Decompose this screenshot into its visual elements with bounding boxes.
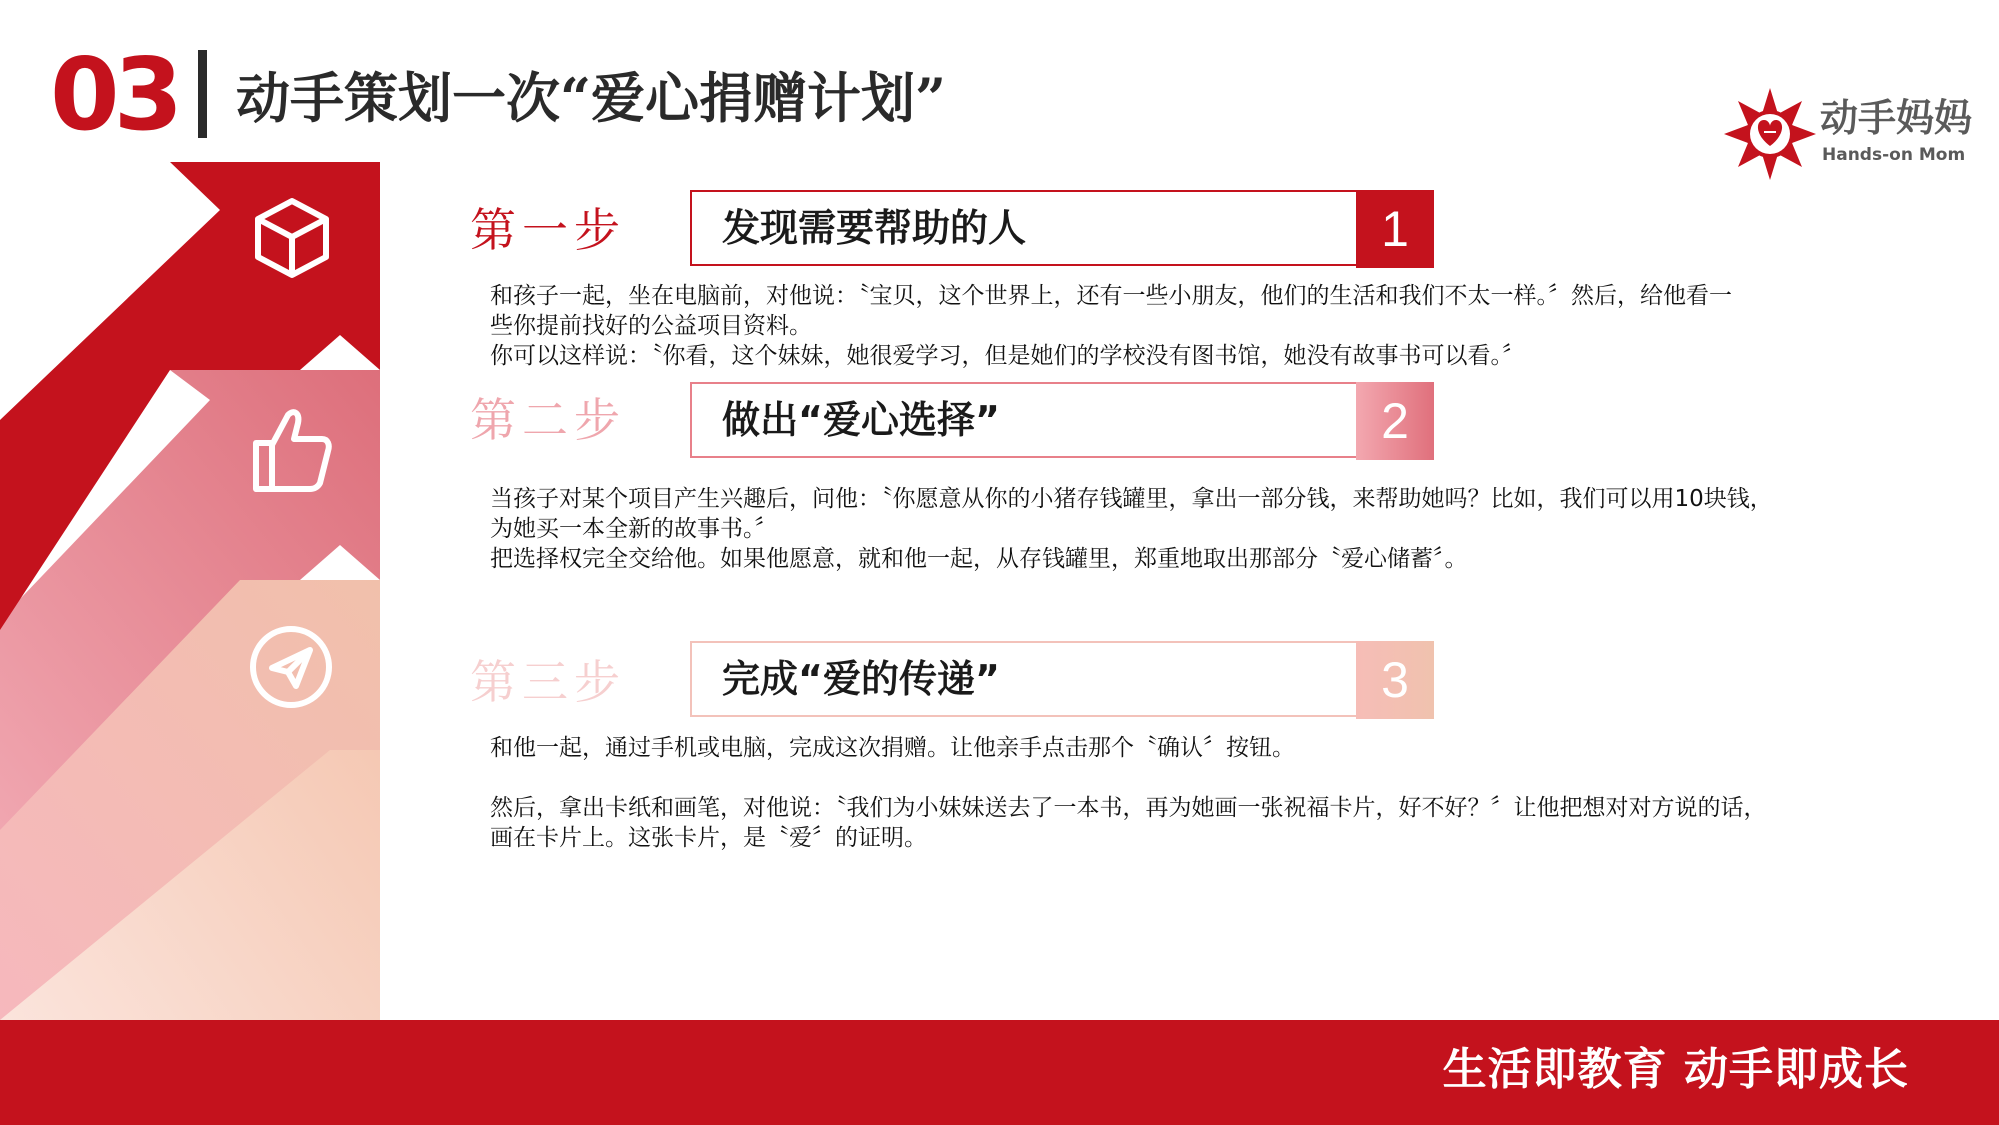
step-1-label: 第一步 bbox=[470, 203, 626, 257]
step-2-line: 当孩子对某个项目产生兴趣后，问他：〝你愿意从你的小猪存钱罐里，拿出一部分钱，来帮助她吗？比如，我们可以用10块钱， bbox=[490, 486, 1773, 512]
step-3-line: 和他一起，通过手机或电脑，完成这次捐赠。让他亲手点击那个〝确认〞按钮。 bbox=[490, 735, 1295, 761]
step-1-line: 些你提前找好的公益项目资料。 bbox=[490, 313, 812, 339]
step-3-label: 第三步 bbox=[470, 655, 626, 709]
step-1-description bbox=[490, 281, 1732, 371]
step-3-title: 完成“爱的传递” bbox=[722, 657, 1000, 701]
step-1-line: 和孩子一起，坐在电脑前，对他说：〝宝贝，这个世界上，还有一些小朋友，他们的生活和我们不太一样。〞然后，给他看一 bbox=[490, 283, 1732, 309]
step-2-label: 第二步 bbox=[470, 393, 626, 447]
step-2-title: 做出“爱心选择” bbox=[722, 398, 1000, 442]
step-3-number: 3 bbox=[1356, 641, 1434, 719]
section-number: 03 bbox=[50, 36, 178, 153]
page-title: 动手策划一次“爱心捐赠计划” bbox=[236, 66, 947, 130]
step-2-line: 把选择权完全交给他。如果他愿意，就和他一起，从存钱罐里，郑重地取出那部分〝爱心储蓄〞。 bbox=[490, 546, 1468, 572]
brand-logo bbox=[1722, 86, 1982, 182]
header-divider bbox=[198, 50, 207, 138]
footer-band bbox=[0, 1020, 1999, 1125]
step-3-line: 画在卡片上。这张卡片，是〝爱〞的证明。 bbox=[490, 825, 927, 851]
step-3-line: 然后，拿出卡纸和画笔，对他说：〝我们为小妹妹送去了一本书，再为她画一张祝福卡片，好不好？〞让他把想对对方说的话， bbox=[490, 795, 1767, 821]
step-2-number: 2 bbox=[1356, 382, 1434, 460]
step-1-number: 1 bbox=[1356, 190, 1434, 268]
cube-icon bbox=[250, 195, 334, 279]
sun-badge-icon bbox=[1722, 86, 1818, 182]
step-3-title-box bbox=[690, 641, 1434, 717]
step-1-title: 发现需要帮助的人 bbox=[722, 206, 1027, 250]
step-2-title-box bbox=[690, 382, 1434, 458]
step-arrow-graphic bbox=[0, 150, 400, 1050]
footer-slogan: 生活即教育 动手即成长 bbox=[1442, 1044, 1909, 1095]
brand-name-cn: 动手妈妈 bbox=[1820, 96, 1973, 140]
step-3-blank-line bbox=[490, 763, 1767, 793]
brand-name-en: Hands-on Mom bbox=[1822, 145, 1966, 165]
step-1-title-box bbox=[690, 190, 1434, 266]
thumbs-up-icon bbox=[250, 405, 334, 495]
step-2-description bbox=[490, 484, 1773, 574]
step-3-description bbox=[490, 733, 1767, 853]
step-1-line: 你可以这样说：〝你看，这个妹妹，她很爱学习，但是她们的学校没有图书馆，她没有故事书可以看。〞 bbox=[490, 343, 1525, 369]
paper-plane-icon bbox=[248, 624, 334, 710]
step-2-line: 为她买一本全新的故事书。〞 bbox=[490, 516, 778, 542]
